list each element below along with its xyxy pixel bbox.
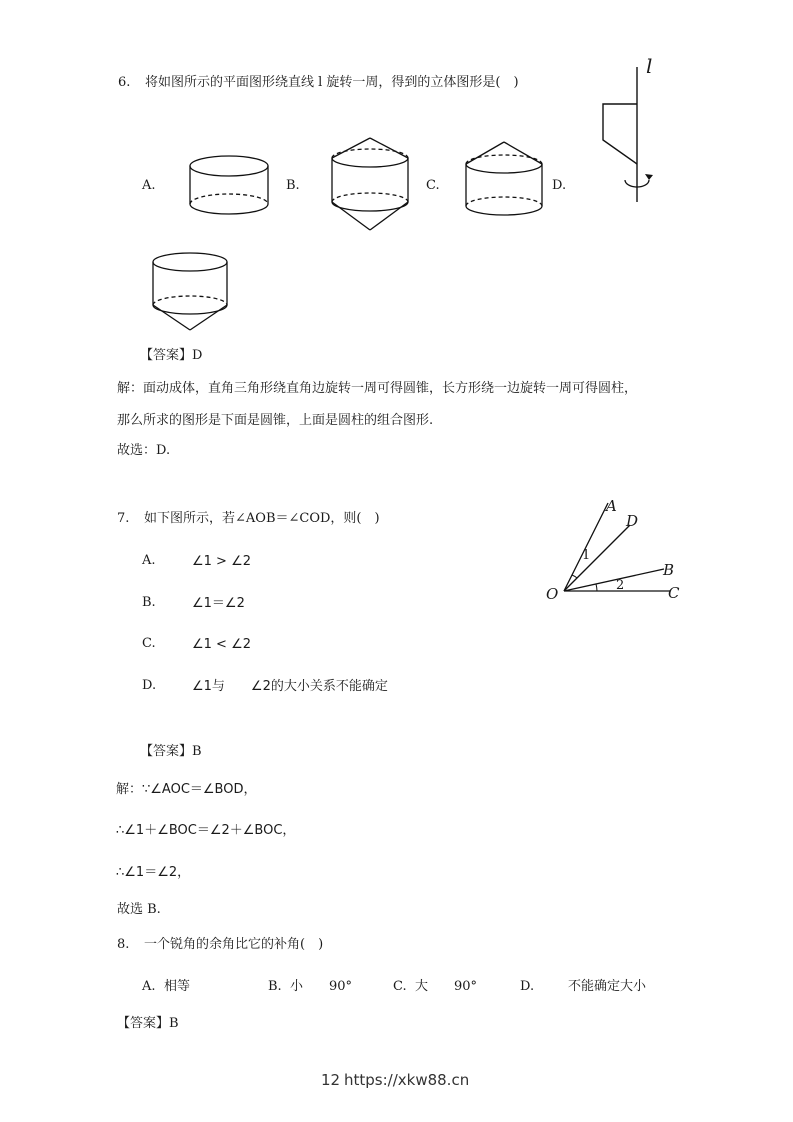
q7-solution-line2: ∴∠1＋∠BOC＝∠2＋∠BOC， bbox=[116, 823, 296, 838]
q6-option-d: D. bbox=[552, 178, 567, 193]
q6-shape-d-cylinder-cone bbox=[150, 250, 240, 340]
q6-text: 将如图所示的平面图形绕直线 l 旋转一周，得到的立体图形是( ) bbox=[145, 75, 519, 90]
q8-option-c-letter: C. bbox=[393, 979, 407, 994]
q7-solution-line3: ∴∠1＝∠2， bbox=[116, 865, 191, 880]
q7-number: 7. bbox=[117, 511, 130, 526]
q7-label-c: C bbox=[668, 584, 680, 602]
q6-shape-b-double-cone-cylinder bbox=[326, 130, 416, 240]
q6-solution-line1: 解：面动成体，直角三角形绕直角边旋转一周可得圆锥，长方形绕一边旋转一周可得圆柱， bbox=[117, 381, 638, 396]
q7-option-b-text: ∠1＝∠2 bbox=[192, 596, 245, 611]
q7-option-c-text: ∠1 < ∠2 bbox=[192, 637, 252, 652]
q6-solution-line2: 那么所求的图形是下面是圆锥，上面是圆柱的组合图形. bbox=[117, 413, 434, 428]
q7-option-d-text: ∠1与 ∠2的大小关系不能确定 bbox=[192, 679, 388, 694]
q7-conclusion: 故选 B. bbox=[117, 902, 161, 917]
q8-option-c-text: 大 90° bbox=[415, 979, 478, 994]
q8-option-a-letter: A. bbox=[142, 979, 156, 994]
q7-text: 如下图所示，若∠AOB＝∠COD，则( ) bbox=[144, 511, 380, 526]
q7-option-d-letter: D. bbox=[142, 678, 157, 693]
q6-conclusion: 故选：D. bbox=[117, 443, 171, 458]
q7-option-c-letter: C. bbox=[142, 636, 156, 651]
footer-url[interactable]: https://xkw88.cn bbox=[344, 1071, 470, 1089]
q6-option-a: A. bbox=[142, 178, 156, 193]
q7-label-d: D bbox=[626, 512, 639, 530]
q8-option-b-letter: B. bbox=[268, 979, 282, 994]
q7-label-angle-2: 2 bbox=[616, 578, 625, 593]
q6-shape-c-cone-cylinder bbox=[460, 136, 550, 226]
q8-option-d-letter: D. bbox=[520, 979, 535, 994]
q6-rotation-figure bbox=[595, 62, 655, 202]
q8-option-a-text: 相等 bbox=[164, 979, 191, 994]
q7-label-o: O bbox=[546, 585, 559, 603]
q7-option-a-letter: A. bbox=[142, 553, 156, 568]
q8-text: 一个锐角的余角比它的补角( ) bbox=[144, 937, 324, 952]
q7-option-a-text: ∠1 > ∠2 bbox=[192, 554, 252, 569]
q6-option-c: C. bbox=[426, 178, 440, 193]
q6-axis-label: l bbox=[646, 54, 653, 78]
q7-label-angle-1: 1 bbox=[582, 548, 591, 563]
q6-option-b: B. bbox=[286, 178, 300, 193]
q7-answer: 【答案】B bbox=[140, 744, 202, 759]
q7-label-b: B bbox=[663, 561, 675, 579]
q8-option-b-text: 小 90° bbox=[290, 979, 353, 994]
q8-option-d-text: 不能确定大小 bbox=[568, 979, 647, 994]
q8-answer: 【答案】B bbox=[117, 1016, 179, 1031]
q6-number: 6. bbox=[118, 75, 131, 90]
q7-option-b-letter: B. bbox=[142, 595, 156, 610]
q6-answer: 【答案】D bbox=[140, 348, 203, 363]
q6-shape-a-cylinder bbox=[185, 152, 275, 222]
q7-solution-line1: 解：∵∠AOC＝∠BOD， bbox=[116, 782, 257, 797]
q7-label-a: A bbox=[606, 497, 617, 515]
q8-number: 8. bbox=[117, 937, 130, 952]
page-number: 12 bbox=[321, 1071, 341, 1089]
